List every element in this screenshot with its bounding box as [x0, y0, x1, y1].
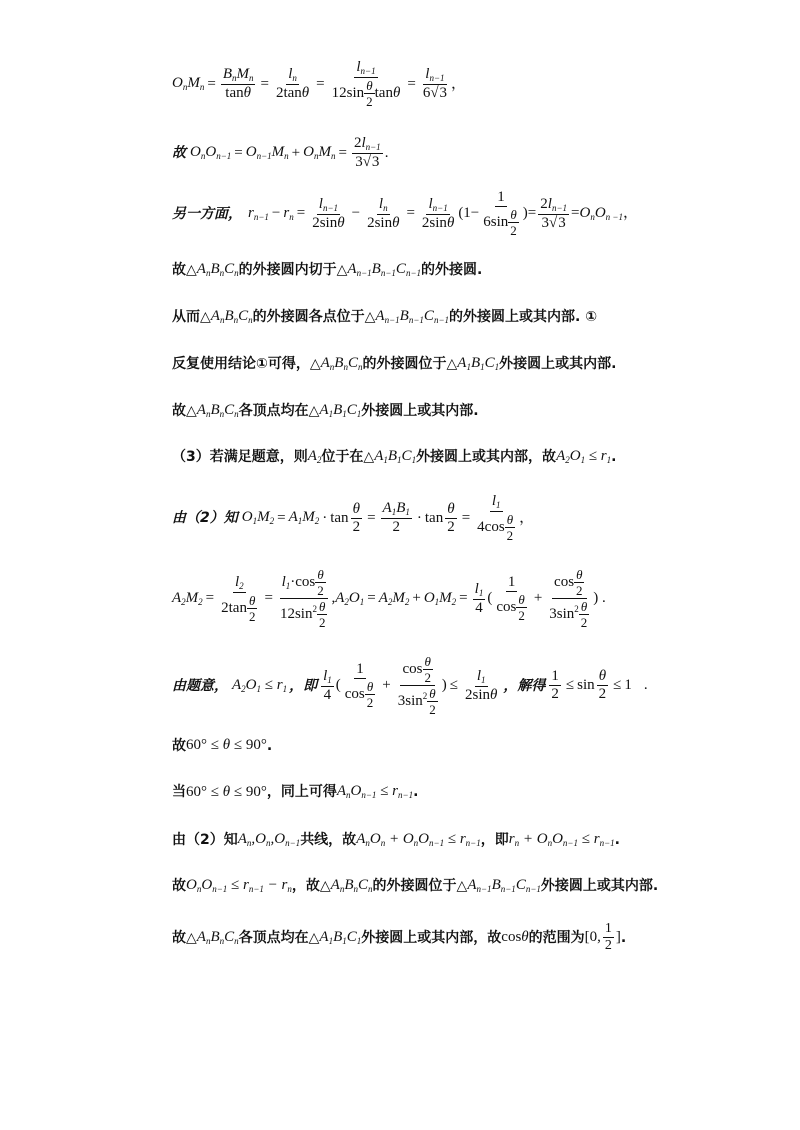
text-line-16: 故△ $A_nB_nC_n$ 各顶点均在△ $A_1B_1C_1$ 外接圆上或其内部，故 cosθ 的范围为 [0, $\frac{1}{2}$ ] .: [172, 921, 627, 953]
equation-line-2: 故 $O_nO_{n-1}$ = $O_{n-1}M_n$ + $O_nM_n$ = $\frac{2l_{n-1}}{3√3}$ .: [172, 135, 389, 170]
text-line-14: 由（2）知 $A_n,O_n,O_{n-1}$ 共线，故 $A_nO_n + O_nO_{n-1} \le r_{n-1}$ ，即 $r_n + O_nO_{n-1} \le r_{n-1}$ .: [172, 831, 620, 848]
text-line-13: 当 60° ≤ θ ≤ 90° ，同上可得 $A_nO_{n-1} \le r_{n-1}$ .: [172, 783, 419, 800]
text-line-4: 故△ $A_nB_nC_n$ 的外接圆内切于△ $A_{n-1}B_{n-1}C_{n-1}$ 的外接圆.: [172, 261, 483, 278]
equation-line-1: $O_nM_n$ = $\frac{B_nM_n}{\tan\theta}$ = $\frac{l_n}{2\tan\theta}$ = $l_{n-1}$ 12sin $\frac{\theta}{2}$ tanθ = $\frac{l_{n-1}}{6√3}$ ，: [172, 59, 467, 109]
equation-line-10: $A_2M_2$ = $l_2$ 2tan $\frac{\theta}{2}$ = $l_1\cdot\cos$ $\frac{\theta}{2}$ $12\sin^2$ $\frac{\theta}{2}$ , $A_2O_1$ = $A_2M_2$ + $O_1M_2$ = $\frac{l_1}{4}$ ( 1 cos $\frac{\theta}{2}$ + cos $\frac{\theta}{2}$ $3\sin^2$ $\frac{\theta}{2}$ ) .: [172, 567, 606, 630]
text-line-6: 反复使用结论①可得，△ $A_nB_nC_n$ 的外接圆位于△ $A_1B_1C_1$ 外接圆上或其内部.: [172, 355, 617, 372]
text-line-7: 故△ $A_nB_nC_n$ 各顶点均在△ $A_1B_1C_1$ 外接圆上或其内部.: [172, 402, 479, 419]
equation-line-11: 由题意， $A_2O_1 \le r_1$ ，即 $\frac{l_1}{4}$ ( 1 cos $\frac{\theta}{2}$ + cos $\frac{\theta}{2}$ $3\sin^2$ $\frac{\theta}{2}$ ) ≤ $\frac{l_1}{2\sin\theta}$ ，解得 $\frac{1}{2}$ ≤ sin $\frac{\theta}{2}$ ≤ 1 .: [172, 654, 648, 717]
equation-line-9: 由（2）知 $O_1M_2$ = $A_1M_2$ · tan $\frac{\theta}{2}$ = $\frac{A_1B_1}{2}$ · tan $\frac{\theta}{2}$ = $l_1$ 4cos $\frac{\theta}{2}$ ，: [172, 493, 535, 543]
text-line-15: 故 $O_nO_{n-1} \le r_{n-1} - r_n$ ，故△ $A_nB_nC_n$ 的外接圆位于△ $A_{n-1}B_{n-1}C_{n-1}$ 外接圆上或其内部.: [172, 877, 659, 894]
text-line-5: 从而△ $A_nB_nC_n$ 的外接圆各点位于△ $A_{n-1}B_{n-1}C_{n-1}$ 的外接圆上或其内部. ①: [172, 308, 598, 325]
equation-line-3: 另一方面， $r_{n-1}$ − $r_n$ = $\frac{l_{n-1}}{2\sin\theta}$ − $\frac{l_n}{2\sin\theta}$ = $\frac{l_{n-1}}{2\sin\theta}$ (1− 1 6sin $\frac{\theta}{2}$ )= $\frac{2l_{n-1}}{3√3}$ = $O_nO_{n -1}$ ，: [172, 189, 639, 238]
line-1-text: [0, 0, 1, 1]
text-line-12: 故 60° ≤ θ ≤ 90° .: [172, 737, 273, 754]
text-line-8: （3）若满足题意，则 $A_2$ 位于在△ $A_1B_1C_1$ 外接圆上或其内部，故 $A_2O_1 \le r_1$ .: [172, 448, 617, 465]
